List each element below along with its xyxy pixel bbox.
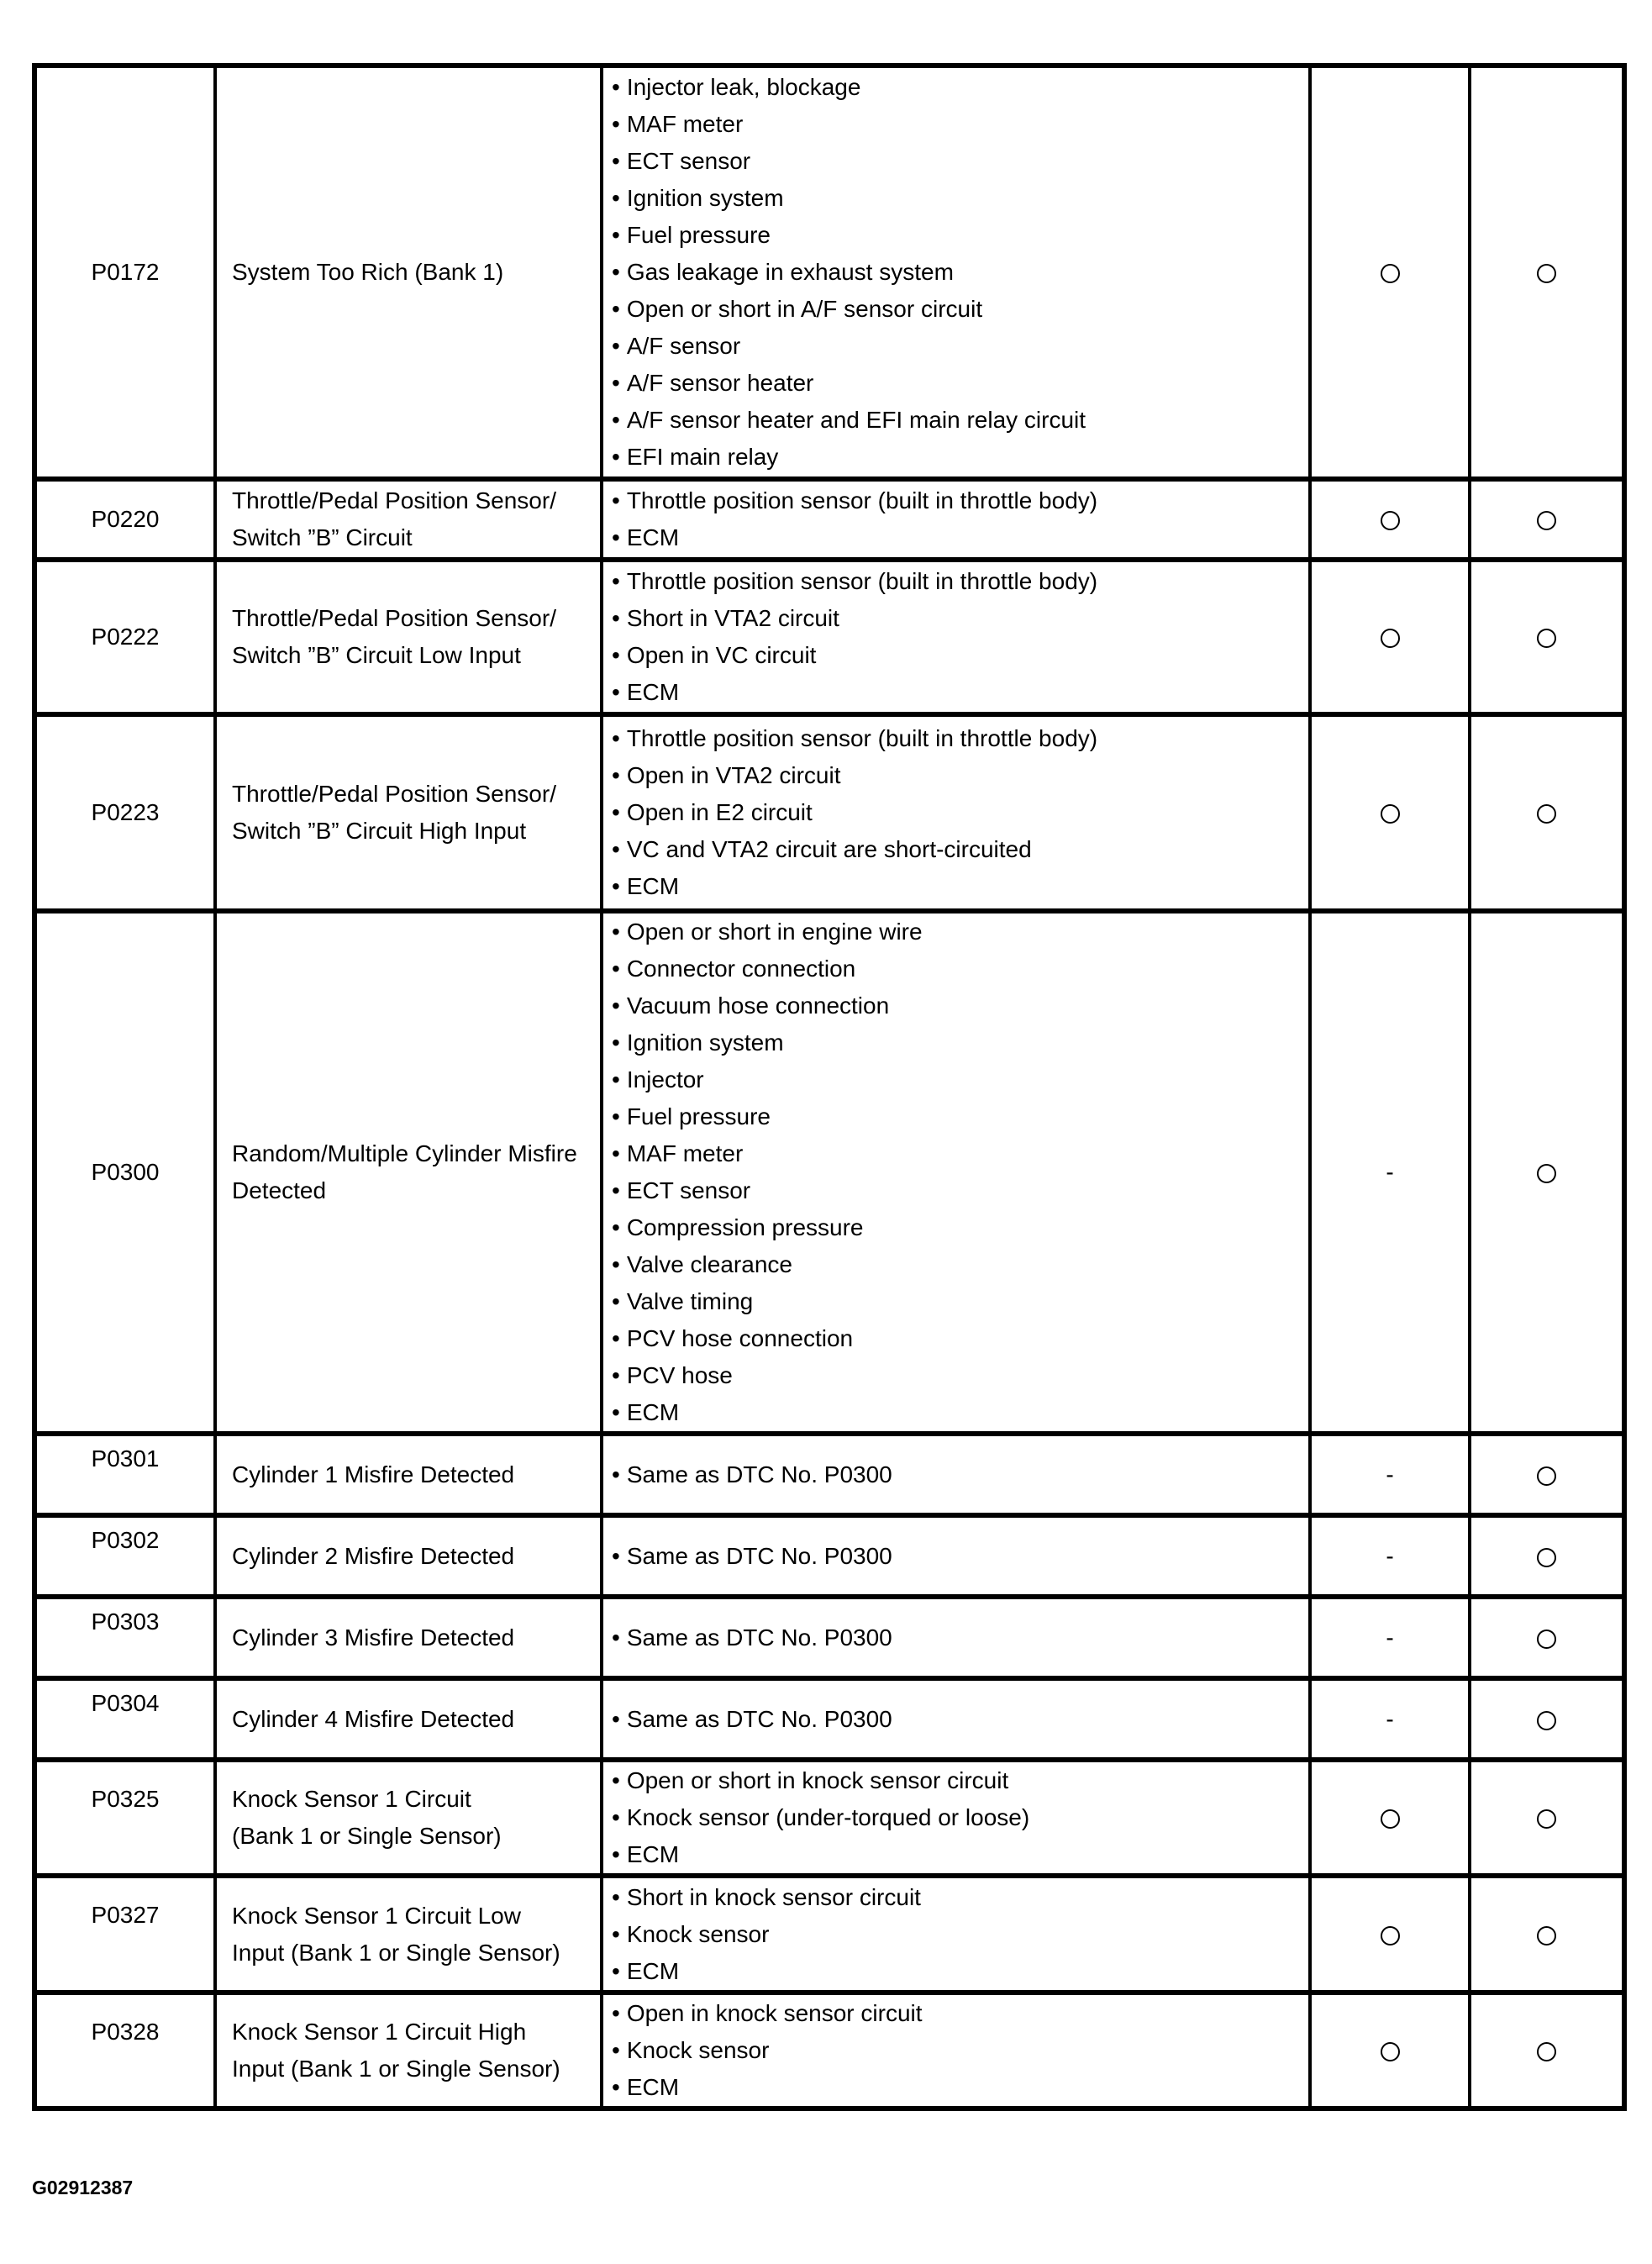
cause-item <box>612 439 1305 476</box>
circle-mark <box>1537 1466 1556 1486</box>
mark-cell-1 <box>1310 1760 1470 1876</box>
cause-text: Valve clearance <box>626 1251 792 1277</box>
mark-cell-2 <box>1470 714 1624 911</box>
cause-text: Throttle position sensor (built in throttle body) <box>626 725 1098 751</box>
bullet-icon: • <box>612 725 620 751</box>
bullet-icon: • <box>612 642 620 668</box>
figure-code: G02912387 <box>32 2177 134 2198</box>
circle-mark <box>1537 1926 1556 1945</box>
cause-text: ECM <box>626 2074 680 2100</box>
cause-text: EFI main relay <box>626 444 779 470</box>
bullet-icon: • <box>612 679 620 705</box>
mark-cell-2 <box>1470 479 1624 560</box>
cause-item <box>612 1394 1305 1431</box>
cause-text: Throttle position sensor (built in throttle body) <box>626 568 1098 594</box>
causes-cell <box>602 479 1310 560</box>
description-line: Input (Bank 1 or Single Sensor) <box>232 1939 560 1966</box>
bullet-icon: • <box>612 836 620 862</box>
description-line: Switch ”B” Circuit Low Input <box>232 642 521 668</box>
circle-mark <box>1381 629 1400 648</box>
cause-item <box>612 217 1305 254</box>
cause-item <box>612 1762 1305 1799</box>
causes-cell <box>602 1993 1310 2109</box>
bullet-icon: • <box>612 296 620 322</box>
description-cell <box>215 714 602 911</box>
bullet-icon: • <box>612 1362 620 1388</box>
cause-text: Ignition system <box>626 185 784 211</box>
description-line: (Bank 1 or Single Sensor) <box>232 1823 502 1849</box>
description-line: Throttle/Pedal Position Sensor/ <box>232 781 556 807</box>
mark-cell-2 <box>1470 66 1624 479</box>
bullet-icon: • <box>612 1251 620 1277</box>
cause-item <box>612 1098 1305 1135</box>
table-row <box>34 1993 1624 2109</box>
bullet-icon: • <box>612 222 620 248</box>
dtc-code-cell <box>34 1993 215 2109</box>
circle-mark <box>1381 1809 1400 1829</box>
dtc-code: P0327 <box>91 1902 160 1928</box>
mark-cell-1 <box>1310 1876 1470 1993</box>
cause-item <box>612 1879 1305 1916</box>
bullet-icon: • <box>612 605 620 631</box>
bullet-icon: • <box>612 799 620 825</box>
table-row <box>34 560 1624 714</box>
bullet-icon: • <box>612 1841 620 1867</box>
bullet-icon: • <box>612 1214 620 1240</box>
cause-item <box>612 482 1305 519</box>
bullet-icon: • <box>612 762 620 788</box>
causes-cell <box>602 1597 1310 1678</box>
cause-item <box>612 1172 1305 1209</box>
description-cell <box>215 1876 602 1993</box>
cause-item <box>612 674 1305 711</box>
cause-item <box>612 1320 1305 1357</box>
cause-item <box>612 2069 1305 2106</box>
cause-text: Fuel pressure <box>626 222 771 248</box>
dtc-code-cell <box>34 1760 215 1876</box>
cause-text: Vacuum hose connection <box>626 992 890 1019</box>
cause-text: Open or short in engine wire <box>626 919 923 945</box>
cause-text: Short in VTA2 circuit <box>626 605 839 631</box>
table-row <box>34 1597 1624 1678</box>
bullet-icon: • <box>612 1705 620 1732</box>
dtc-code-cell <box>34 1597 215 1678</box>
mark-cell-2 <box>1470 1760 1624 1876</box>
circle-mark <box>1537 1711 1556 1730</box>
cause-item <box>612 794 1305 831</box>
cause-item <box>612 1799 1305 1836</box>
cause-text: A/F sensor heater <box>626 370 814 396</box>
mark-cell-2 <box>1470 1434 1624 1515</box>
dtc-code: P0172 <box>91 259 160 285</box>
cause-item <box>612 868 1305 905</box>
cause-text: Ignition system <box>626 1029 784 1056</box>
mark-cell-2 <box>1470 1678 1624 1760</box>
description-line: Cylinder 4 Misfire Detected <box>232 1705 515 1732</box>
dash-mark: - <box>1386 1705 1394 1732</box>
dtc-code-cell <box>34 479 215 560</box>
cause-item <box>612 987 1305 1024</box>
bullet-icon: • <box>612 259 620 285</box>
cause-item <box>612 1246 1305 1283</box>
cause-item <box>612 328 1305 365</box>
table-row <box>34 1434 1624 1515</box>
bullet-icon: • <box>612 2074 620 2100</box>
bullet-icon: • <box>612 568 620 594</box>
description-line: Knock Sensor 1 Circuit High <box>232 2019 527 2045</box>
description-line: Throttle/Pedal Position Sensor/ <box>232 605 556 631</box>
description-line: Knock Sensor 1 Circuit Low <box>232 1902 521 1929</box>
cause-item <box>612 720 1305 757</box>
bullet-icon: • <box>612 1140 620 1166</box>
cause-text: Injector leak, blockage <box>626 74 861 100</box>
cause-item <box>612 1135 1305 1172</box>
cause-item <box>612 1619 1305 1656</box>
description-line: Detected <box>232 1177 327 1203</box>
cause-text: Gas leakage in exhaust system <box>626 259 954 285</box>
dtc-code-cell <box>34 911 215 1434</box>
bullet-icon: • <box>612 1542 620 1569</box>
mark-cell-2 <box>1470 1876 1624 1993</box>
bullet-icon: • <box>612 407 620 433</box>
causes-cell <box>602 560 1310 714</box>
mark-cell-2 <box>1470 1515 1624 1597</box>
cause-text: Compression pressure <box>626 1214 864 1240</box>
cause-item <box>612 143 1305 180</box>
bullet-icon: • <box>612 2037 620 2063</box>
circle-mark <box>1381 511 1400 530</box>
cause-item <box>612 831 1305 868</box>
circle-mark <box>1381 804 1400 824</box>
description-line: Switch ”B” Circuit <box>232 524 413 550</box>
cause-item <box>612 365 1305 402</box>
causes-cell <box>602 714 1310 911</box>
cause-text: PCV hose <box>626 1362 733 1388</box>
circle-mark <box>1381 2042 1400 2061</box>
cause-text: PCV hose connection <box>626 1325 854 1351</box>
description-line: Switch ”B” Circuit High Input <box>232 818 527 844</box>
bullet-icon: • <box>612 524 620 550</box>
causes-cell <box>602 1434 1310 1515</box>
cause-text: Valve timing <box>626 1288 754 1314</box>
cause-text: Open in VTA2 circuit <box>626 762 841 788</box>
dtc-code-cell <box>34 1434 215 1515</box>
bullet-icon: • <box>612 1325 620 1351</box>
cause-text: ECM <box>626 1399 680 1425</box>
description-line: Input (Bank 1 or Single Sensor) <box>232 2056 560 2082</box>
dtc-code: P0301 <box>91 1445 160 1472</box>
mark-cell-1 <box>1310 714 1470 911</box>
circle-mark <box>1537 511 1556 530</box>
cause-text: A/F sensor <box>626 333 741 359</box>
mark-cell-2 <box>1470 560 1624 714</box>
bullet-icon: • <box>612 111 620 137</box>
bullet-icon: • <box>612 444 620 470</box>
bullet-icon: • <box>612 873 620 899</box>
cause-text: ECT sensor <box>626 148 751 174</box>
cause-text: ECM <box>626 1841 680 1867</box>
bullet-icon: • <box>612 148 620 174</box>
table-row <box>34 1760 1624 1876</box>
bullet-icon: • <box>612 1177 620 1203</box>
bullet-icon: • <box>612 1399 620 1425</box>
cause-item <box>612 1024 1305 1061</box>
description-cell <box>215 560 602 714</box>
circle-mark <box>1537 629 1556 648</box>
cause-item <box>612 1283 1305 1320</box>
mark-cell-1 <box>1310 1597 1470 1678</box>
cause-text: MAF meter <box>626 111 744 137</box>
dtc-code: P0223 <box>91 799 160 825</box>
circle-mark <box>1537 1164 1556 1183</box>
dtc-code: P0302 <box>91 1527 160 1553</box>
cause-text: Same as DTC No. P0300 <box>626 1705 892 1732</box>
dtc-code: P0304 <box>91 1690 160 1716</box>
cause-text: A/F sensor heater and EFI main relay circuit <box>626 407 1086 433</box>
mark-cell-1 <box>1310 1678 1470 1760</box>
description-line: Knock Sensor 1 Circuit <box>232 1786 471 1812</box>
cause-item <box>612 519 1305 556</box>
mark-cell-1 <box>1310 1993 1470 2109</box>
cause-text: Same as DTC No. P0300 <box>626 1542 892 1569</box>
mark-cell-2 <box>1470 1597 1624 1678</box>
causes-cell <box>602 911 1310 1434</box>
circle-mark <box>1537 1630 1556 1649</box>
bullet-icon: • <box>612 1957 620 1984</box>
bullet-icon: • <box>612 1804 620 1830</box>
cause-text: Open or short in knock sensor circuit <box>626 1767 1009 1793</box>
cause-item <box>612 1357 1305 1394</box>
causes-cell <box>602 1760 1310 1876</box>
cause-text: VC and VTA2 circuit are short-circuited <box>626 836 1032 862</box>
bullet-icon: • <box>612 1624 620 1651</box>
description-cell <box>215 1678 602 1760</box>
dash-mark: - <box>1386 1624 1394 1651</box>
cause-text: Short in knock sensor circuit <box>626 1883 921 1910</box>
cause-text: Same as DTC No. P0300 <box>626 1624 892 1651</box>
dtc-code: P0325 <box>91 1786 160 1812</box>
mark-cell-1 <box>1310 911 1470 1434</box>
table-row <box>34 66 1624 479</box>
bullet-icon: • <box>612 1029 620 1056</box>
bullet-icon: • <box>612 1767 620 1793</box>
circle-mark <box>1537 804 1556 824</box>
table-row <box>34 714 1624 911</box>
table-row <box>34 1876 1624 1993</box>
cause-item <box>612 69 1305 106</box>
cause-item <box>612 1538 1305 1575</box>
dtc-code: P0328 <box>91 2019 160 2045</box>
bullet-icon: • <box>612 1461 620 1487</box>
description-cell <box>215 1515 602 1597</box>
circle-mark <box>1537 264 1556 283</box>
bullet-icon: • <box>612 1883 620 1910</box>
dtc-code: P0300 <box>91 1159 160 1185</box>
cause-item <box>612 950 1305 987</box>
dtc-code-cell <box>34 1515 215 1597</box>
cause-item <box>612 1836 1305 1873</box>
table-row <box>34 1678 1624 1760</box>
bullet-icon: • <box>612 1920 620 1947</box>
cause-item <box>612 180 1305 217</box>
cause-item <box>612 2032 1305 2069</box>
cause-text: Open in knock sensor circuit <box>626 2000 923 2026</box>
cause-text: ECM <box>626 1957 680 1984</box>
dtc-code: P0303 <box>91 1608 160 1635</box>
bullet-icon: • <box>612 2000 620 2026</box>
cause-text: Throttle position sensor (built in throttle body) <box>626 487 1098 513</box>
bullet-icon: • <box>612 74 620 100</box>
cause-item <box>612 600 1305 637</box>
circle-mark <box>1381 1926 1400 1945</box>
cause-item <box>612 1995 1305 2032</box>
cause-item <box>612 563 1305 600</box>
cause-item <box>612 1456 1305 1493</box>
bullet-icon: • <box>612 1066 620 1093</box>
cause-text: Same as DTC No. P0300 <box>626 1461 892 1487</box>
cause-text: Knock sensor <box>626 1920 770 1947</box>
mark-cell-1 <box>1310 1434 1470 1515</box>
description-cell <box>215 1434 602 1515</box>
dash-mark: - <box>1386 1542 1394 1569</box>
dtc-code-cell <box>34 1876 215 1993</box>
mark-cell-2 <box>1470 1993 1624 2109</box>
dash-mark: - <box>1386 1159 1394 1185</box>
description-line: Cylinder 2 Misfire Detected <box>232 1542 515 1569</box>
table-row <box>34 479 1624 560</box>
circle-mark <box>1537 1809 1556 1829</box>
cause-item <box>612 1916 1305 1953</box>
description-cell <box>215 479 602 560</box>
cause-item <box>612 913 1305 950</box>
cause-item <box>612 637 1305 674</box>
cause-item <box>612 254 1305 291</box>
table-row <box>34 911 1624 1434</box>
cause-text: Open or short in A/F sensor circuit <box>626 296 983 322</box>
description-cell <box>215 66 602 479</box>
cause-item <box>612 291 1305 328</box>
cause-item <box>612 106 1305 143</box>
circle-mark <box>1537 2042 1556 2061</box>
cause-text: Open in E2 circuit <box>626 799 813 825</box>
dtc-code-cell <box>34 560 215 714</box>
cause-text: ECM <box>626 524 680 550</box>
dtc-code-cell <box>34 714 215 911</box>
bullet-icon: • <box>612 333 620 359</box>
bullet-icon: • <box>612 1103 620 1129</box>
cause-text: ECT sensor <box>626 1177 751 1203</box>
cause-item <box>612 402 1305 439</box>
mark-cell-1 <box>1310 1515 1470 1597</box>
causes-cell <box>602 1515 1310 1597</box>
bullet-icon: • <box>612 487 620 513</box>
dtc-table <box>32 63 1627 2111</box>
cause-text: ECM <box>626 679 680 705</box>
causes-cell <box>602 1876 1310 1993</box>
cause-text: Injector <box>626 1066 704 1093</box>
causes-cell <box>602 1678 1310 1760</box>
description-line: Throttle/Pedal Position Sensor/ <box>232 487 556 513</box>
mark-cell-1 <box>1310 479 1470 560</box>
cause-text: Knock sensor <box>626 2037 770 2063</box>
mark-cell-1 <box>1310 560 1470 714</box>
cause-item <box>612 1209 1305 1246</box>
cause-item <box>612 1953 1305 1990</box>
cause-text: Knock sensor (under-torqued or loose) <box>626 1804 1030 1830</box>
circle-mark <box>1381 264 1400 283</box>
description-cell <box>215 1993 602 2109</box>
cause-text: Connector connection <box>626 956 856 982</box>
description-cell <box>215 1597 602 1678</box>
cause-text: Open in VC circuit <box>626 642 817 668</box>
dtc-code-cell <box>34 66 215 479</box>
bullet-icon: • <box>612 370 620 396</box>
cause-text: Fuel pressure <box>626 1103 771 1129</box>
circle-mark <box>1537 1548 1556 1567</box>
mark-cell-2 <box>1470 911 1624 1434</box>
dtc-code: P0222 <box>91 624 160 650</box>
description-line: Cylinder 3 Misfire Detected <box>232 1624 515 1651</box>
bullet-icon: • <box>612 956 620 982</box>
description-line: Cylinder 1 Misfire Detected <box>232 1461 515 1487</box>
cause-text: MAF meter <box>626 1140 744 1166</box>
cause-item <box>612 757 1305 794</box>
causes-cell <box>602 66 1310 479</box>
mark-cell-1 <box>1310 66 1470 479</box>
cause-item <box>612 1701 1305 1738</box>
bullet-icon: • <box>612 185 620 211</box>
bullet-icon: • <box>612 992 620 1019</box>
dtc-code: P0220 <box>91 506 160 532</box>
bullet-icon: • <box>612 1288 620 1314</box>
table-row <box>34 1515 1624 1597</box>
description-cell <box>215 1760 602 1876</box>
description-line: System Too Rich (Bank 1) <box>232 259 504 285</box>
cause-item <box>612 1061 1305 1098</box>
description-line: Random/Multiple Cylinder Misfire <box>232 1140 577 1166</box>
dash-mark: - <box>1386 1461 1394 1487</box>
cause-text: ECM <box>626 873 680 899</box>
description-cell <box>215 911 602 1434</box>
dtc-code-cell <box>34 1678 215 1760</box>
bullet-icon: • <box>612 919 620 945</box>
